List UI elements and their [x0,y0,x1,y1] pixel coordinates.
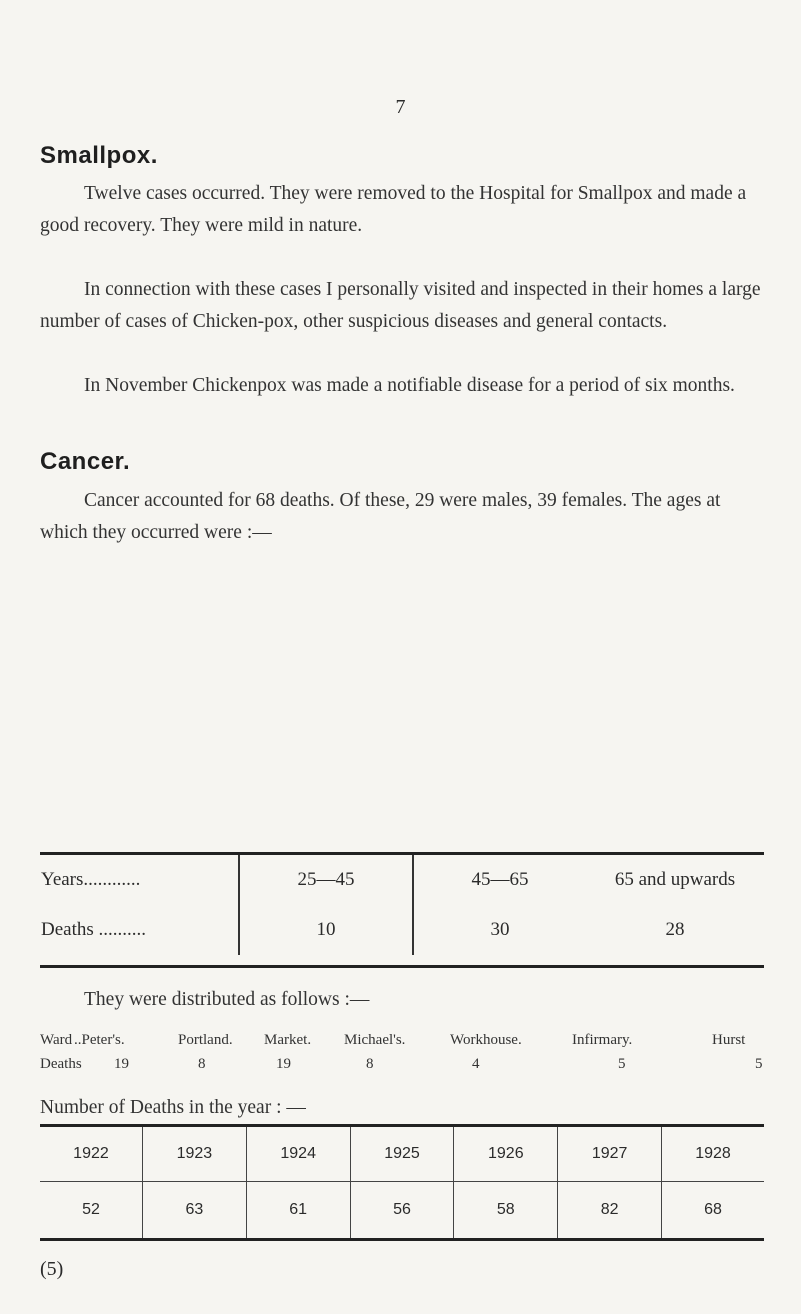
year-cell: 1923 [142,1127,246,1182]
table-row [40,855,764,905]
smallpox-heading: Smallpox. [40,142,158,169]
deaths-range-1: 10 [239,905,413,955]
ward-name-3: Market. [264,1032,312,1048]
year-cell: 1925 [350,1127,454,1182]
yearly-intro: Number of Deaths in the year : — [40,1097,306,1118]
year-deaths-cell: 52 [82,1201,100,1218]
ward-name-4: Michael's. [344,1032,406,1048]
ward-deaths-4: 8 [366,1056,374,1072]
year-cell: 1927 [558,1127,662,1182]
distribution-intro: They were distributed as follows :— [84,989,370,1010]
deaths-range-2: 30 [413,905,586,955]
year-deaths-cell: 82 [558,1182,662,1239]
yearly-table [40,1124,764,1241]
smallpox-paragraph-1: Twelve cases occurred. They were removed to the Hospital for Smallpox and made a good recovery. They were mild in nature. [40,183,747,236]
years-label: Years............ [41,869,141,890]
smallpox-paragraph-2: In connection with these cases I personally visited and inspected in their homes a large number of cases of Chicken-pox, other suspicious diseases and general contacts. [40,279,761,332]
age-range-3: 65 and upwards [614,869,736,890]
age-table [40,852,764,968]
ward-deaths-3: 19 [276,1056,291,1072]
deaths-range-3: 28 [665,919,685,940]
ward-deaths-5: 4 [472,1056,480,1072]
year-deaths-cell: 63 [142,1182,246,1239]
ward-name-6: Infirmary. [572,1032,633,1048]
ward-deaths-1: 19 [114,1056,129,1072]
year-cell: 1928 [662,1127,764,1182]
section-number: (5) [40,1258,64,1280]
year-deaths-cell: 58 [454,1182,558,1239]
age-range-2: 45—65 [413,855,586,905]
table-row [40,1127,764,1182]
ward-deaths-6: 5 [618,1056,626,1072]
year-deaths-cell: 61 [246,1182,350,1239]
cancer-intro: Cancer accounted for 68 deaths. Of these, 29 were males, 39 females. The ages at which they occurred were :— [40,490,721,543]
year-deaths-cell: 56 [350,1182,454,1239]
page-number: 7 [395,96,406,118]
smallpox-paragraph-3: In November Chickenpox was made a notifiable disease for a period of six months. [84,375,735,396]
table-row [40,1182,764,1239]
ward-label: Ward [40,1032,73,1048]
year-cell: 1922 [40,1127,142,1182]
ward-name-7: Hurst [712,1032,746,1048]
ward-deaths-2: 8 [198,1056,206,1072]
deaths-label: Deaths .......... [41,919,147,940]
ward-name-5: Workhouse. [450,1032,522,1048]
cancer-heading: Cancer. [40,448,131,475]
ward-table [40,1032,764,1082]
age-range-1: 25—45 [239,855,413,905]
table-row [40,905,764,955]
yearly-table-bottom-rule [40,1238,764,1241]
table-bottom-rule [40,965,764,968]
ward-deaths-7: 5 [755,1056,763,1072]
year-deaths-cell: 68 [662,1182,764,1239]
year-cell: 1926 [454,1127,558,1182]
year-cell: 1924 [246,1127,350,1182]
ward-name-2: Portland. [178,1032,233,1048]
ward-name-1: ..Peter's. [74,1032,125,1048]
deaths-row-label: Deaths [40,1056,82,1072]
